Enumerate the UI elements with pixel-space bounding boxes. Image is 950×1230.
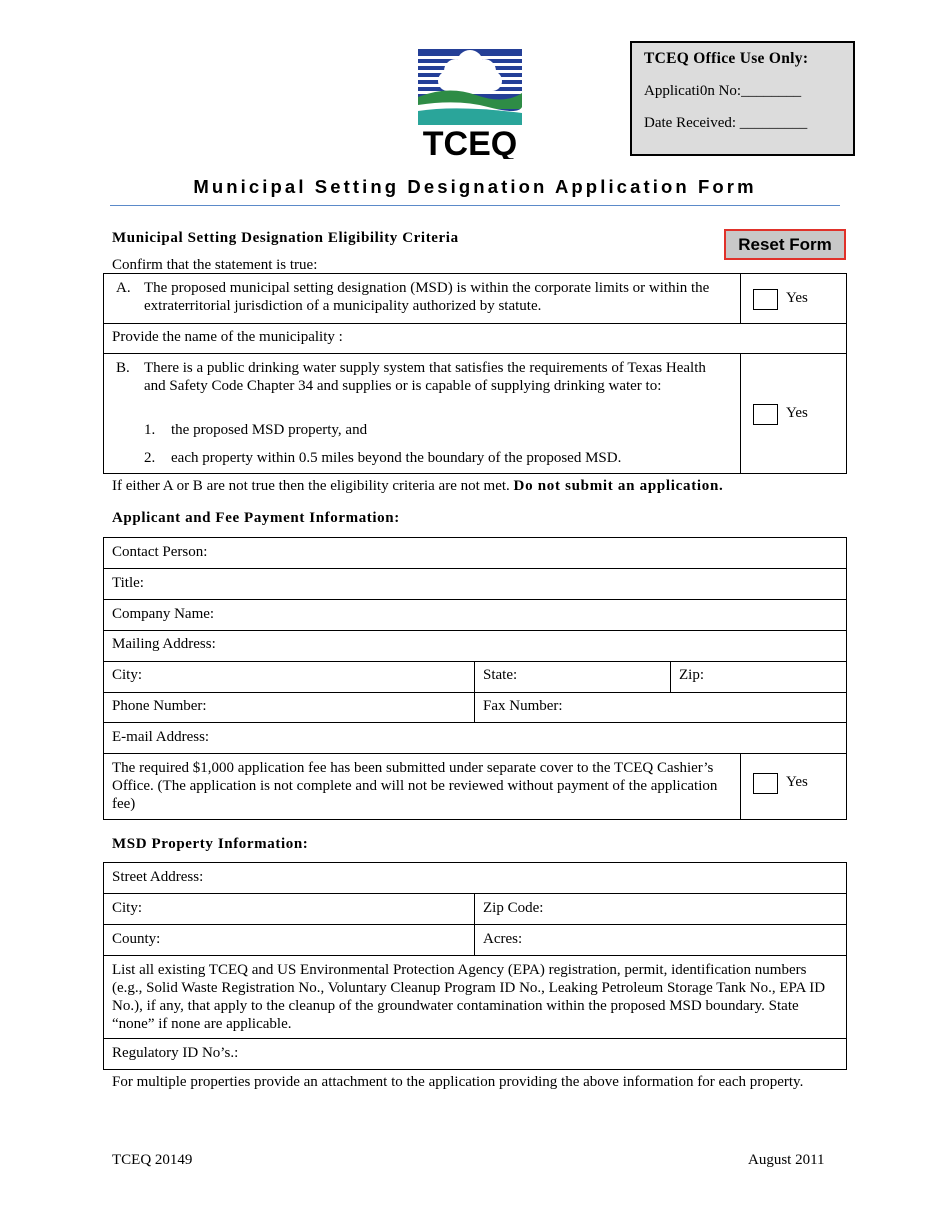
divider [104, 599, 846, 600]
company-name-field[interactable]: Company Name: [112, 606, 215, 622]
application-no-field: Applicati0n No:________ [644, 83, 802, 99]
eligibility-table [103, 273, 847, 474]
fax-number-field[interactable]: Fax Number: [483, 698, 563, 714]
office-use-heading: TCEQ Office Use Only: [644, 50, 809, 67]
eligibility-heading: Municipal Setting Designation Eligibility Criteria [112, 230, 459, 246]
footer-date: August 2011 [748, 1152, 825, 1168]
date-received-field: Date Received: _________ [644, 115, 808, 131]
logo-text: TCEQ [422, 125, 518, 159]
mailing-address-field[interactable]: Mailing Address: [112, 636, 216, 652]
divider [740, 753, 741, 819]
divider [104, 893, 846, 894]
property-table [103, 862, 847, 1070]
divider [104, 955, 846, 956]
fee-yes-checkbox[interactable] [753, 773, 778, 794]
title-divider [110, 205, 840, 206]
footer-form-number: TCEQ 20149 [112, 1152, 193, 1168]
criterion-a-letter: A. [116, 280, 131, 296]
fee-statement: The required $1,000 application fee has been submitted under separate cover to the TCEQ Cashier’s Office. (The application is not complete and will not be reviewed without payment of the application fee) [112, 760, 718, 812]
tceq-logo [418, 49, 522, 159]
criterion-b-letter: B. [116, 360, 130, 376]
contact-person-field[interactable]: Contact Person: [112, 544, 208, 560]
regulatory-id-field[interactable]: Regulatory ID No’s.: [112, 1045, 239, 1061]
zip-field[interactable]: Zip: [679, 667, 704, 683]
warning-emphasis: Do not submit an application. [513, 478, 724, 494]
property-city-field[interactable]: City: [112, 900, 143, 916]
divider [740, 353, 741, 473]
criterion-b-item1-number: 1. [144, 422, 156, 438]
eligibility-warning [112, 478, 723, 495]
divider [104, 924, 846, 925]
city-field[interactable]: City: [112, 667, 143, 683]
divider [104, 753, 846, 754]
criterion-a-yes-checkbox[interactable] [753, 289, 778, 310]
form-title: Municipal Setting Designation Application Form [193, 176, 757, 197]
phone-number-field[interactable]: Phone Number: [112, 698, 207, 714]
criterion-b-text: There is a public drinking water supply system that satisfies the requirements of Texas Health and Safety Code Chapter 34 and supplies or is capable of supplying drinking water to: [144, 360, 706, 394]
applicant-table [103, 537, 847, 820]
divider [104, 1038, 846, 1039]
warning-text: If either A or B are not true then the eligibility criteria are not met. [112, 478, 514, 494]
tceq-logo-graphic [418, 49, 522, 159]
divider [104, 353, 846, 354]
property-acres-field[interactable]: Acres: [483, 931, 523, 947]
property-street-field[interactable]: Street Address: [112, 869, 204, 885]
criterion-b-item2-number: 2. [144, 450, 156, 466]
fee-yes-label: Yes [786, 774, 808, 790]
municipality-field[interactable]: Provide the name of the municipality : [112, 329, 343, 345]
divider [104, 722, 846, 723]
divider [104, 568, 846, 569]
criterion-a-text: The proposed municipal setting designation (MSD) is within the corporate limits or within the extraterritorial jurisdiction of a municipality authorized by statute. [144, 280, 710, 314]
divider [740, 274, 741, 323]
criterion-b-item2: each property within 0.5 miles beyond the boundary of the proposed MSD. [171, 450, 622, 466]
office-use-box [630, 41, 855, 156]
confirm-instruction: Confirm that the statement is true: [112, 257, 318, 273]
email-address-field[interactable]: E-mail Address: [112, 729, 210, 745]
multiple-properties-note: For multiple properties provide an attachment to the application providing the above information for each property. [112, 1074, 804, 1090]
state-field[interactable]: State: [483, 667, 518, 683]
criterion-a-yes-label: Yes [786, 290, 808, 306]
title-field[interactable]: Title: [112, 575, 144, 591]
property-county-field[interactable]: County: [112, 931, 161, 947]
criterion-b-yes-label: Yes [786, 405, 808, 421]
criterion-b-item1: the proposed MSD property, and [171, 422, 368, 438]
property-heading: MSD Property Information: [112, 836, 309, 852]
registration-instructions: List all existing TCEQ and US Environmental Protection Agency (EPA) registration, permit, identification numbers (e.g., Solid Waste Registration No., Voluntary Cleanup Program ID No., Leaking Petroleum Storage Tank No., EPA ID No.), if any, that apply to the cleanup of the groundwater contamination within the proposed MSD boundary. State “none” if none are applicable. [112, 962, 826, 1032]
property-zip-field[interactable]: Zip Code: [483, 900, 544, 916]
criterion-b-yes-checkbox[interactable] [753, 404, 778, 425]
applicant-heading: Applicant and Fee Payment Information: [112, 510, 400, 526]
reset-form-button[interactable]: Reset Form [724, 229, 846, 260]
